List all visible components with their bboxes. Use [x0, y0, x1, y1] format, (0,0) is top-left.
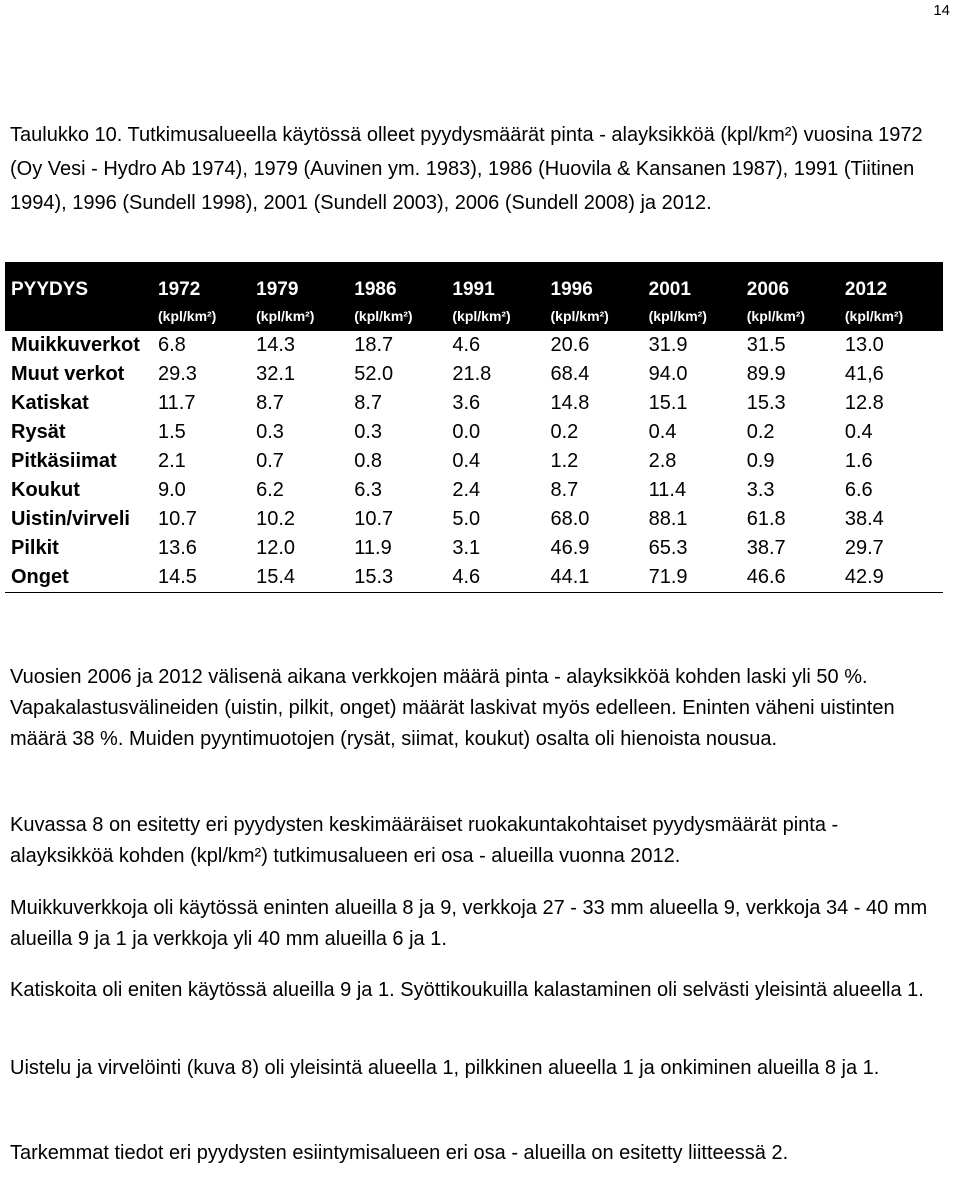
table-cell: 1.5: [158, 421, 186, 443]
table-cell: 10.7: [354, 508, 394, 530]
table-cell: 4.6: [452, 566, 481, 588]
table-cell: 15.1: [648, 392, 688, 414]
table-cell: 10.2: [256, 508, 296, 530]
table-cell: 11.9: [354, 537, 392, 559]
paragraph-appendix: Tarkemmat tiedot eri pyydysten esiintymisalueen eri osa - alueilla on esitetty liitteessä 2.: [10, 1142, 789, 1164]
column-unit: (kpl/km²): [256, 301, 354, 331]
column-header-year: 1991: [452, 263, 550, 301]
table-cell: 31.9: [648, 334, 688, 356]
table-row: [5, 331, 943, 360]
row-label: Muut verkot: [11, 363, 125, 385]
column-unit: (kpl/km²): [649, 301, 747, 331]
column-header-year: 2012: [845, 263, 943, 301]
table-cell: 0.2: [746, 421, 775, 443]
table-cell: 6.8: [158, 334, 186, 356]
table-cell: 31.5: [746, 334, 786, 356]
table-cell: 41,6: [844, 363, 884, 385]
table-cell: 1.6: [844, 450, 873, 472]
table-cell: 12.8: [844, 392, 884, 414]
table-cell: 0.2: [550, 421, 579, 443]
table-cell: 38.4: [844, 508, 884, 530]
table-cell: 5.0: [452, 508, 481, 530]
table-cell: 68.4: [550, 363, 590, 385]
table-cell: 12.0: [256, 537, 296, 559]
table-row: [5, 360, 943, 389]
table-cell: 52.0: [354, 363, 394, 385]
table-cell: 2.4: [452, 479, 481, 501]
table-row: [5, 476, 943, 505]
gear-table: [5, 262, 943, 593]
table-cell: 6.3: [354, 479, 383, 501]
table-cell: 11.4: [648, 479, 687, 501]
column-header-year: 2001: [649, 263, 747, 301]
table-cell: 61.8: [746, 508, 786, 530]
table-cell: 3.6: [452, 392, 481, 414]
table-cell: 44.1: [550, 566, 590, 588]
column-header-gear: PYYDYS: [5, 263, 158, 301]
table-cell: 0.3: [256, 421, 284, 443]
table-cell: 6.6: [844, 479, 873, 501]
table-row: [5, 389, 943, 418]
table-cell: 38.7: [746, 537, 786, 559]
table-cell: 15.3: [746, 392, 786, 414]
row-label: Katiskat: [11, 392, 89, 414]
column-header-year: 1996: [551, 263, 649, 301]
paragraph-angling: Uistelu ja virvelöinti (kuva 8) oli yleisintä alueella 1, pilkkinen alueella 1 ja onkiminen alueilla 8 ja 1.: [10, 1057, 880, 1079]
table-row: [5, 534, 943, 563]
column-unit: (kpl/km²): [452, 301, 550, 331]
table-cell: 94.0: [648, 363, 688, 385]
table-cell: 0.3: [354, 421, 383, 443]
table-cell: 15.3: [354, 566, 394, 588]
table-row: [5, 418, 943, 447]
column-unit: (kpl/km²): [845, 301, 943, 331]
table-cell: 9.0: [158, 479, 186, 501]
table-cell: 0.9: [746, 450, 775, 472]
table-cell: 0.0: [452, 421, 481, 443]
table-caption: Taulukko 10. Tutkimusalueella käytössä olleet pyydysmäärät pinta - alayksikköä (kpl/km²) vuosina 1972 (Oy Vesi - Hydro Ab 1974), 1979 (Auvinen ym. 1983), 1986 (Huovila & Kansanen 1987), 1991 (Tiitinen 1994), 1996 (Sundell 1998), 2001 (Sundell 2003), 2006 (Sundell 2008) ja 2012.: [10, 124, 923, 214]
table-cell: 89.9: [746, 363, 786, 385]
table-cell: 29.7: [844, 537, 884, 559]
table-cell: 11.7: [158, 392, 196, 414]
table-cell: 20.6: [550, 334, 590, 356]
table-row: [5, 563, 943, 592]
row-label: Muikkuverkot: [11, 334, 140, 356]
header-row-years: [5, 263, 943, 301]
table-cell: 15.4: [256, 566, 296, 588]
table-cell: 0.7: [256, 450, 284, 472]
row-label: Koukut: [11, 479, 80, 501]
table-cell: 29.3: [158, 363, 197, 385]
table-cell: 14.8: [550, 392, 590, 414]
row-label: Rysät: [11, 421, 66, 443]
row-label: Pitkäsiimat: [11, 450, 117, 472]
table-cell: 3.1: [452, 537, 481, 559]
table-cell: 6.2: [256, 479, 284, 501]
table-cell: 1.2: [550, 450, 579, 472]
table-cell: 2.1: [158, 450, 186, 472]
column-header-year: 2006: [747, 263, 845, 301]
row-label: Pilkit: [11, 537, 59, 559]
column-unit: (kpl/km²): [551, 301, 649, 331]
table-cell: 0.8: [354, 450, 383, 472]
table-cell: 0.4: [844, 421, 873, 443]
table-cell: 13.6: [158, 537, 197, 559]
column-unit: (kpl/km²): [158, 301, 256, 331]
table-cell: 8.7: [256, 392, 284, 414]
table-cell: 42.9: [844, 566, 884, 588]
table-cell: 0.4: [648, 421, 677, 443]
table-cell: 32.1: [256, 363, 296, 385]
table-cell: 68.0: [550, 508, 590, 530]
table-cell: 10.7: [158, 508, 197, 530]
table-cell: 88.1: [648, 508, 688, 530]
table-cell: 8.7: [550, 479, 579, 501]
column-unit: (kpl/km²): [747, 301, 845, 331]
table-cell: 21.8: [452, 363, 492, 385]
column-unit: (kpl/km²): [354, 301, 452, 331]
page-number: 14: [933, 2, 950, 19]
paragraph-nets: Muikkuverkkoja oli käytössä eninten alueilla 8 ja 9, verkkoja 27 - 33 mm alueella 9, verkkoja 34 - 40 mm alueilla 9 ja 1 ja verkkoja yli 40 mm alueilla 6 ja 1.: [10, 897, 928, 950]
paragraph-figure-8: Kuvassa 8 on esitetty eri pyydysten keskimääräiset ruokakuntakohtaiset pyydysmäärät pinta - alayksikköä kohden (kpl/km²) tutkimusalueen eri osa - alueilla vuonna 2012.: [10, 814, 839, 867]
table-cell: 8.7: [354, 392, 383, 414]
table-cell: 4.6: [452, 334, 481, 356]
table-row: [5, 447, 943, 476]
table-cell: 14.5: [158, 566, 197, 588]
table-row: [5, 505, 943, 534]
header-row-units: [5, 301, 943, 331]
paragraph-summary: Vuosien 2006 ja 2012 välisenä aikana verkkojen määrä pinta - alayksikköä kohden laski yli 50 %. Vapakalastusvälineiden (uistin, pilkit, onget) määrät laskivat myös edelleen. Eninten väheni uistinten määrä 38 %. Muiden pyyntimuotojen (rysät, siimat, koukut) osalta oli hienoista nousua.: [10, 666, 895, 750]
row-label: Uistin/virveli: [11, 508, 130, 530]
table-cell: 18.7: [354, 334, 394, 356]
table-cell: 0.4: [452, 450, 481, 472]
table-cell: 46.9: [550, 537, 590, 559]
table-cell: 65.3: [648, 537, 688, 559]
table-cell: 14.3: [256, 334, 296, 356]
column-header-empty: [5, 301, 158, 331]
table-cell: 2.8: [648, 450, 677, 472]
column-header-year: 1986: [354, 263, 452, 301]
table-cell: 13.0: [844, 334, 884, 356]
column-header-year: 1979: [256, 263, 354, 301]
table-cell: 46.6: [746, 566, 786, 588]
table-cell: 71.9: [648, 566, 688, 588]
row-label: Onget: [11, 566, 69, 588]
column-header-year: 1972: [158, 263, 256, 301]
paragraph-traps: Katiskoita oli eniten käytössä alueilla 9 ja 1. Syöttikoukuilla kalastaminen oli selvästi yleisintä alueella 1.: [10, 979, 924, 1001]
table-cell: 3.3: [746, 479, 775, 501]
